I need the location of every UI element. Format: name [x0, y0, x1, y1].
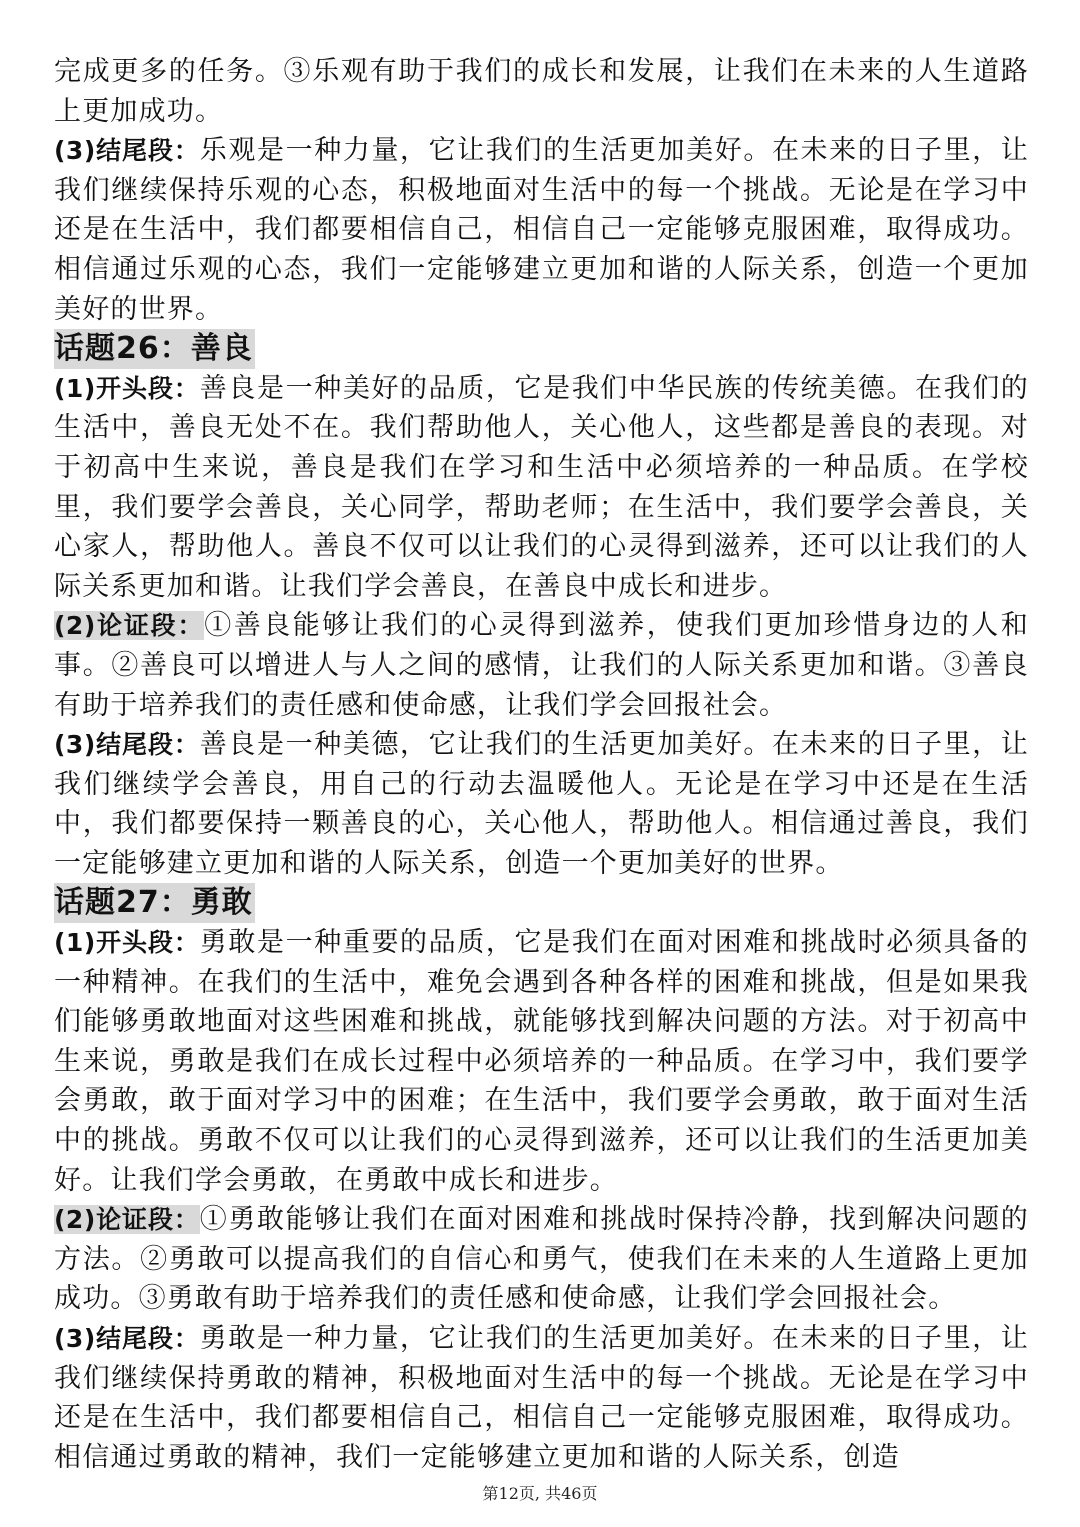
- topic-26-ending-paragraph: [54, 725, 1029, 883]
- ending-label: (3)结尾段：: [54, 136, 200, 166]
- topic-heading: 话题26：善良: [54, 329, 255, 369]
- page-number-footer: 第12页, 共46页: [482, 1484, 598, 1503]
- topic-27-argument-paragraph: [54, 1200, 1029, 1319]
- ending-label: (3)结尾段：: [54, 730, 200, 760]
- intro-ending-paragraph: [54, 131, 1029, 329]
- topic-26-heading-row: [54, 329, 1029, 369]
- ending-text: 勇敢是一种力量，它让我们的生活更加美好。在未来的日子里，让我们继续保持勇敢的精神，积极地面对生活中的每一个挑战。无论是在学习中还是在生活中，我们都要相信自己，相信自己一定能够克服困难，取得成功。相信通过勇敢的精神，我们一定能够建立更加和谐的人际关系，创造: [54, 1323, 1029, 1473]
- argument-text: ①勇敢能够让我们在面对困难和挑战时保持冷静，找到解决问题的方法。②勇敢可以提高我们的自信心和勇气，使我们在未来的人生道路上更加成功。③勇敢有助于培养我们的责任感和使命感，让我们学会回报社会。: [54, 1204, 1029, 1315]
- ending-text: 乐观是一种力量，它让我们的生活更加美好。在未来的日子里，让我们继续保持乐观的心态，积极地面对生活中的每一个挑战。无论是在学习中还是在生活中，我们都要相信自己，相信自己一定能够克服困难，取得成功。相信通过乐观的心态，我们一定能够建立更加和谐的人际关系，创造一个更加美好的世界。: [54, 135, 1029, 325]
- opening-text: 善良是一种美好的品质，它是我们中华民族的传统美德。在我们的生活中，善良无处不在。我们帮助他人，关心他人，这些都是善良的表现。对于初高中生来说，善良是我们在学习和生活中必须培养的一种品质。在学校里，我们要学会善良，关心同学，帮助老师；在生活中，我们要学会善良，关心家人，帮助他人。善良不仅可以让我们的心灵得到滋养，还可以让我们的人际关系更加和谐。让我们学会善良，在善良中成长和进步。: [54, 372, 1029, 602]
- topic-27-ending-paragraph: [54, 1319, 1029, 1477]
- argument-label: (2)论证段：: [54, 1205, 200, 1235]
- ending-label: (3)结尾段：: [54, 1324, 200, 1353]
- topic-27-heading-row: [54, 883, 1029, 923]
- topic-26-argument-paragraph: [54, 606, 1029, 725]
- topic-27-opening-paragraph: [54, 923, 1029, 1200]
- argument-label: (2)论证段：: [54, 611, 205, 641]
- opening-label: (1)开头段：: [54, 373, 200, 403]
- argument-text: ①善良能够让我们的心灵得到滋养，使我们更加珍惜身边的人和事。②善良可以增进人与人之间的感情，让我们的人际关系更加和谐。③善良有助于培养我们的责任感和使命感，让我们学会回报社会。: [54, 610, 1029, 721]
- document-page: [54, 52, 1029, 1477]
- ending-text: 善良是一种美德，它让我们的生活更加美好。在未来的日子里，让我们继续学会善良，用自己的行动去温暖他人。无论是在学习中还是在生活中，我们都要保持一颗善良的心，关心他人，帮助他人。相信通过善良，我们一定能够建立更加和谐的人际关系，创造一个更加美好的世界。: [54, 729, 1029, 879]
- topic-heading: 话题27：勇敢: [54, 883, 255, 923]
- intro-tail-paragraph: 完成更多的任务。③乐观有助于我们的成长和发展，让我们在未来的人生道路上更加成功。: [54, 56, 1029, 127]
- opening-text: 勇敢是一种重要的品质，它是我们在面对困难和挑战时必须具备的一种精神。在我们的生活中，难免会遇到各种各样的困难和挑战，但是如果我们能够勇敢地面对这些困难和挑战，就能够找到解决问题的方法。对于初高中生来说，勇敢是我们在成长过程中必须培养的一种品质。在学习中，我们要学会勇敢，敢于面对学习中的困难；在生活中，我们要学会勇敢，敢于面对生活中的挑战。勇敢不仅可以让我们的心灵得到滋养，还可以让我们的生活更加美好。让我们学会勇敢，在勇敢中成长和进步。: [54, 927, 1029, 1196]
- topic-26-opening-paragraph: [54, 369, 1029, 607]
- opening-label: (1)开头段：: [54, 928, 200, 958]
